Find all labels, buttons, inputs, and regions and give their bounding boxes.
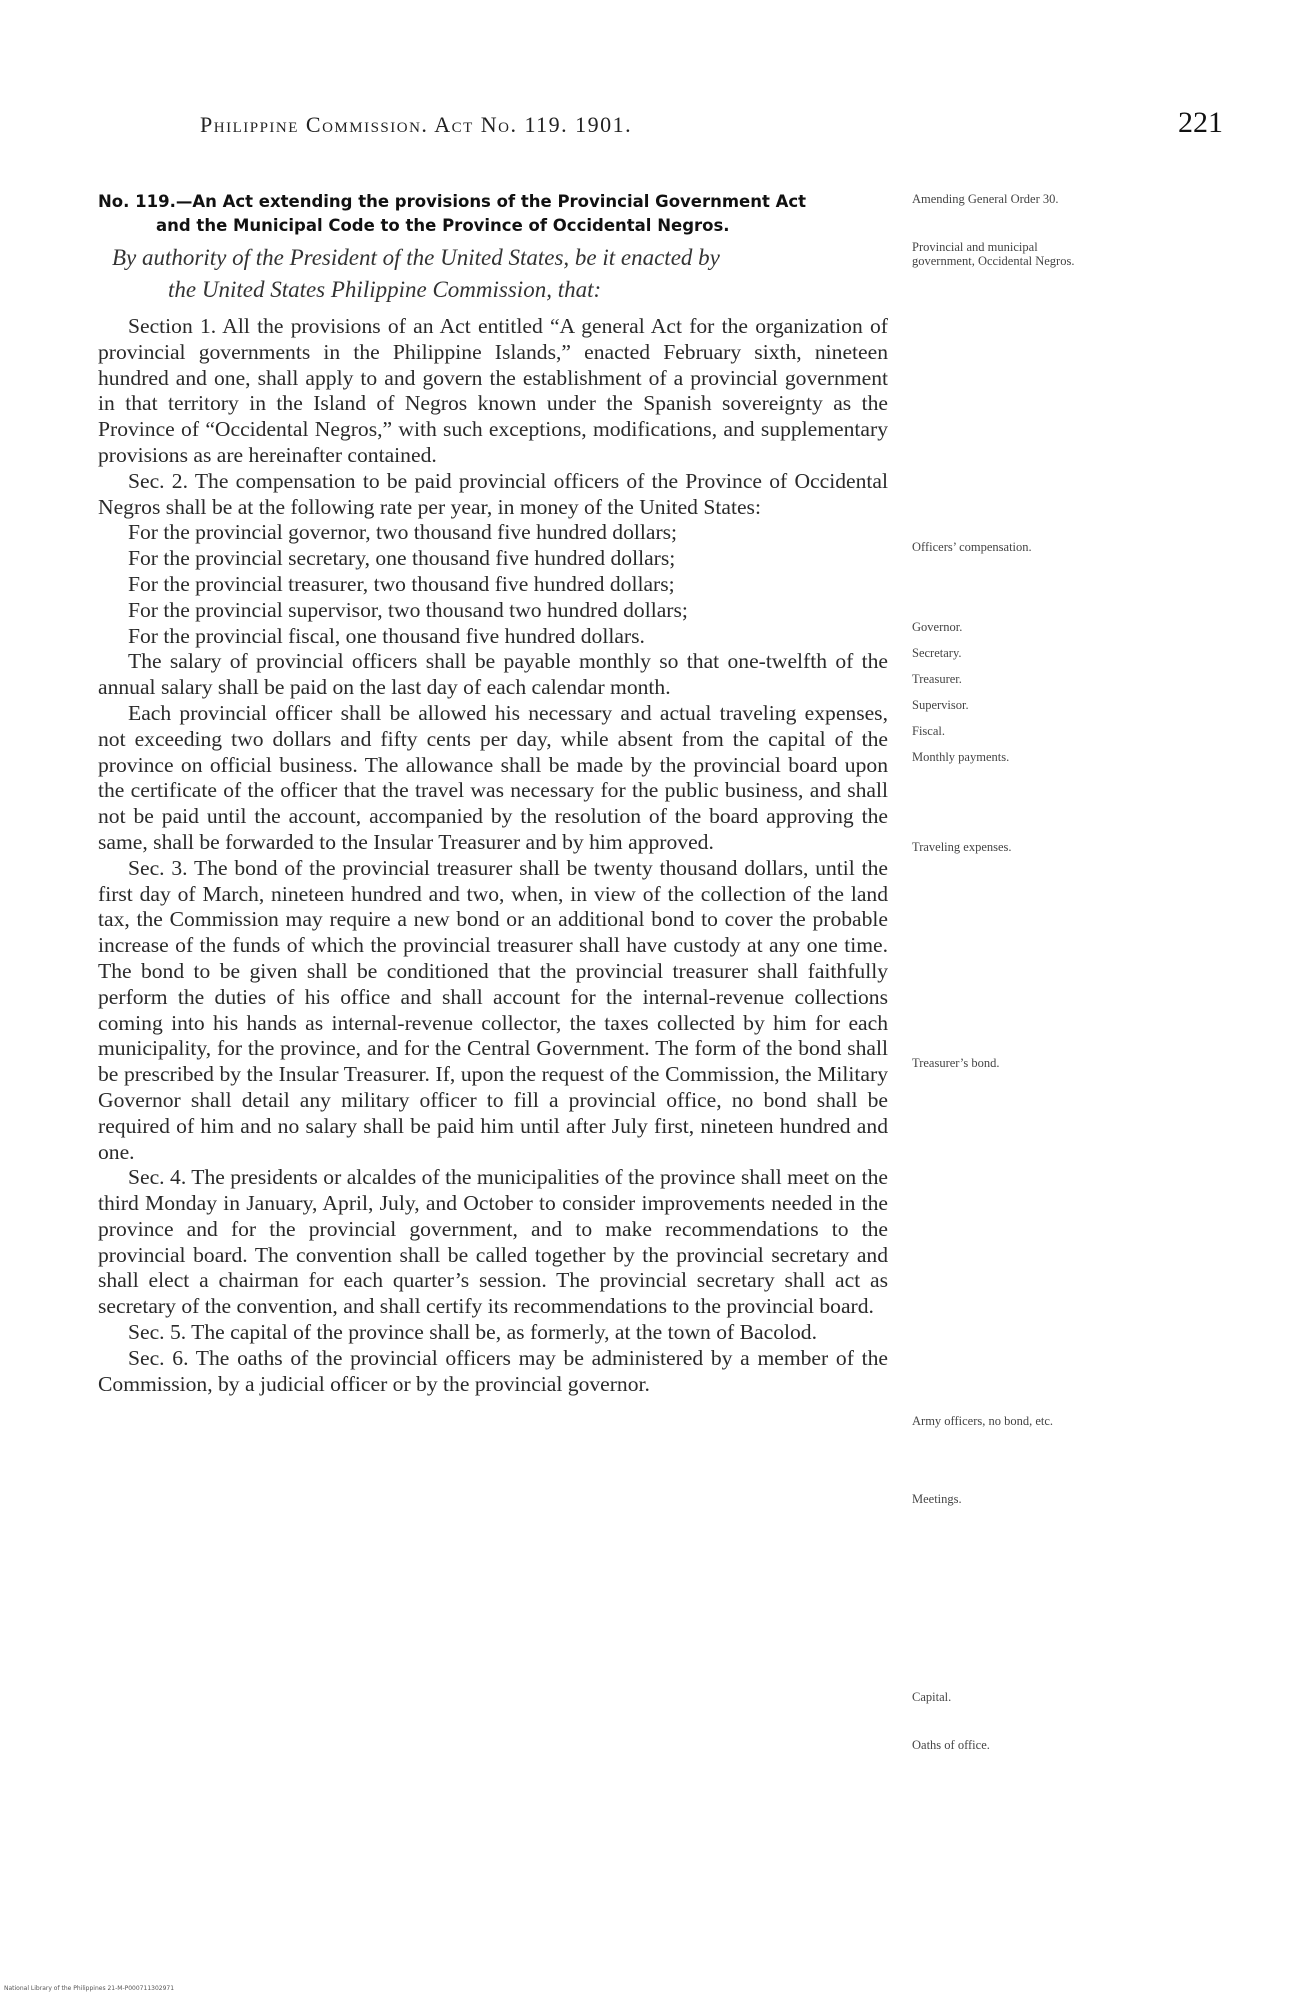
margin-note-amending: Amending General Order 30.	[912, 192, 1059, 206]
salary-governor: For the provincial governor, two thousand five hundred dollars;	[128, 520, 678, 545]
margin-note-meetings: Meetings.	[912, 1492, 962, 1506]
salary-fiscal: For the provincial fiscal, one thousand five hundred dollars.	[128, 623, 645, 648]
margin-note-provincial-government: Provincial and municipal government, Occidental Negros.	[912, 240, 1075, 268]
margin-note-treasurer: Treasurer.	[912, 672, 962, 686]
margin-note-supervisor: Supervisor.	[912, 698, 969, 712]
salary-supervisor: For the provincial supervisor, two thousand two hundred dollars;	[128, 597, 688, 622]
section-5: Sec. 5. The capital of the province shall be, as formerly, at the town of Bacolod.	[128, 1320, 817, 1345]
salary-secretary: For the provincial secretary, one thousand five hundred dollars;	[128, 546, 676, 571]
monthly-payments-paragraph: The salary of provincial officers shall be payable monthly so that one-twelfth of the annual salary shall be paid on the last day of each calendar month.	[98, 649, 888, 700]
margin-note-fiscal: Fiscal.	[912, 724, 945, 738]
margin-note-monthly-payments: Monthly payments.	[912, 750, 1010, 764]
margin-note-traveling-expenses: Traveling expenses.	[912, 840, 1012, 854]
margin-note-treasurers-bond: Treasurer’s bond.	[912, 1056, 1000, 1070]
scan-footer: National Library of the Philippines 21-M-P000711302971	[4, 1985, 175, 1992]
section-2: Sec. 2. The compensation to be paid provincial officers of the Province of Occidental Negros shall be at the following rate per year, in money of the United States:	[98, 468, 888, 519]
section-1: Section 1. All the provisions of an Act entitled “A general Act for the organization of provincial governments in the Philippine Islands,” enacted February sixth, nineteen hundred and one, shall apply to and govern the establishment of a provincial government in that territory in the Island of Negros known under the Spanish sovereignty as the Province of “Occidental Negros,” with such exceptions, modifications, and supplementary provisions as are hereinafter contained.	[98, 314, 888, 467]
act-heading	[98, 190, 888, 238]
enacting-clause-line-2: the United States Philippine Commission, that:	[168, 277, 602, 302]
margin-note-governor: Governor.	[912, 620, 963, 634]
traveling-expenses-paragraph: Each provincial officer shall be allowed his necessary and actual traveling expenses, not exceeding two dollars and fifty cents per day, while absent from the capital of the province on official business. The allowance shall be made by the provincial board upon the certificate of the officer that the travel was necessary for the public business, and shall not be paid until the account, accompanied by the resolution of the board approving the same, shall be forwarded to the Insular Treasurer and by him approved.	[98, 700, 888, 854]
enacting-clause-line-1: By authority of the President of the United States, be it enacted by	[112, 245, 720, 270]
margin-note-compensation: Officers’ compensation.	[912, 540, 1032, 554]
act-body	[98, 314, 888, 1397]
running-head: Philippine Commission. Act No. 119. 1901.	[200, 112, 633, 137]
salary-treasurer: For the provincial treasurer, two thousand five hundred dollars;	[128, 571, 675, 596]
enacting-clause	[112, 242, 892, 306]
section-4: Sec. 4. The presidents or alcaldes of the municipalities of the province shall meet on the third Monday in January, April, July, and October to consider improvements needed in the province and for the provincial government, and to make recommendations to the provincial board. The convention shall be called together by the provincial secretary and shall elect a chairman for each quarter’s session. The provincial secretary shall act as secretary of the convention, and shall certify its recommendations to the provincial board.	[98, 1165, 888, 1319]
margin-note-oaths: Oaths of office.	[912, 1738, 990, 1752]
page-number: 221	[1178, 106, 1223, 139]
act-heading-line-2: and the Municipal Code to the Province of Occidental Negros.	[156, 216, 730, 235]
margin-note-army-officers: Army officers, no bond, etc.	[912, 1414, 1054, 1428]
section-3: Sec. 3. The bond of the provincial treasurer shall be twenty thousand dollars, until the first day of March, nineteen hundred and two, when, in view of the collection of the land tax, the Commission may require a new bond or an additional bond to cover the probable increase of the funds of which the provincial treasurer shall have custody at any one time. The bond to be given shall be conditioned that the provincial treasurer shall faithfully perform the duties of his office and shall account for the internal-revenue collections coming into his hands as internal-revenue collector, the taxes collected by him for each municipality, for the province, and for the Central Government. The form of the bond shall be prescribed by the Insular Treasurer. If, upon the request of the Commission, the Military Governor shall detail any military officer to fill a provincial office, no bond shall be required of him and no salary shall be paid him until after July first, nineteen hundred and one.	[98, 855, 888, 1164]
section-6: Sec. 6. The oaths of the provincial officers may be administered by a member of the Commission, by a judicial officer or by the provincial governor.	[98, 1345, 888, 1396]
margin-note-secretary: Secretary.	[912, 646, 962, 660]
margin-note-capital: Capital.	[912, 1690, 952, 1704]
act-heading-line-1: No. 119.—An Act extending the provisions of the Provincial Government Act	[98, 192, 807, 211]
